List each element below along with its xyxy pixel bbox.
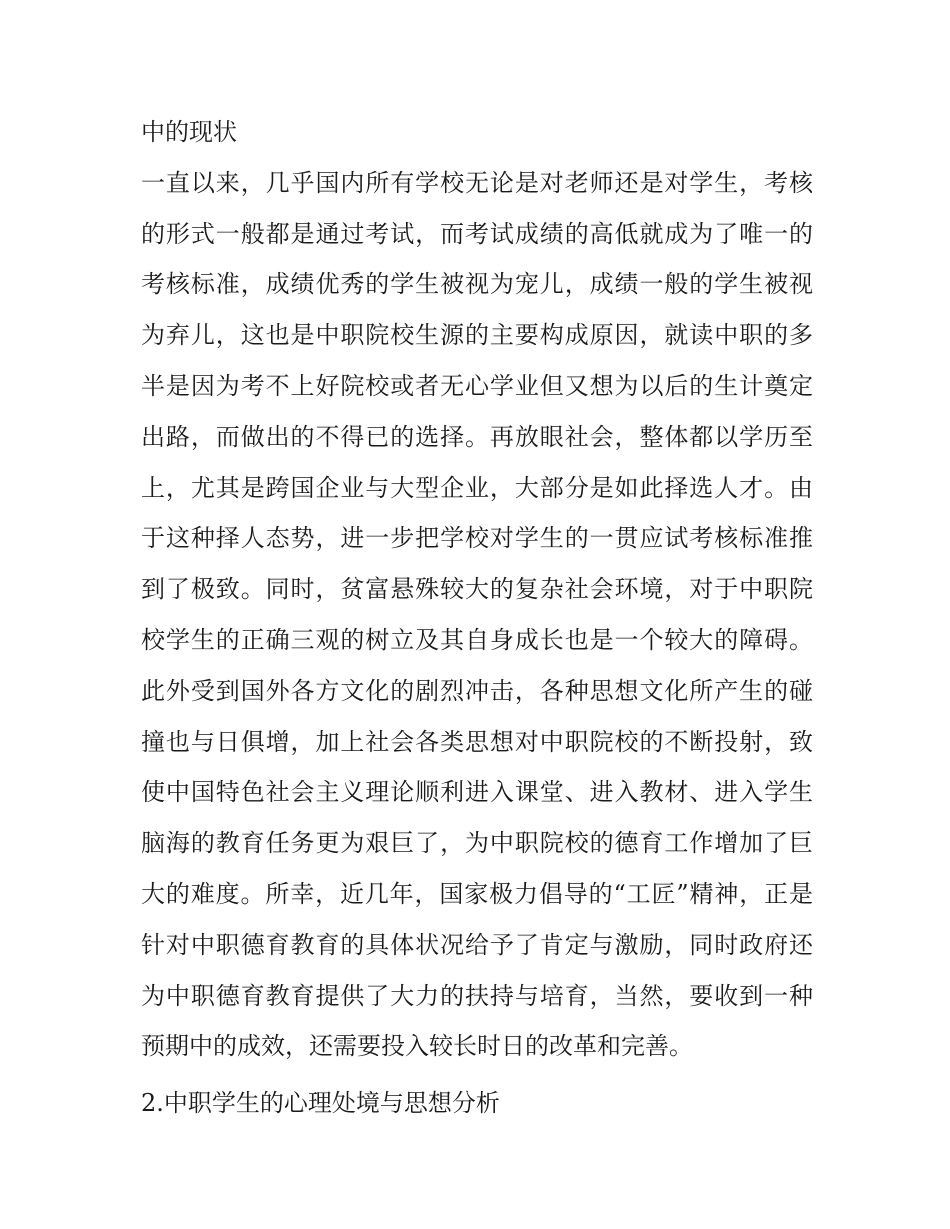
paragraph-line: 预期中的成效，还需要投入较长时日的改革和完善。 xyxy=(141,1032,693,1061)
paragraph-line: 校学生的正确三观的树立及其自身成长也是一个较大的障碍。 xyxy=(141,625,813,654)
document-body xyxy=(141,107,813,1129)
paragraph-line: 为中职德育教育提供了大力的扶持与培育，当然，要收到一种 xyxy=(141,981,813,1010)
paragraph-line: 半是因为考不上好院校或者无心学业但又想为以后的生计奠定 xyxy=(141,371,813,400)
paragraph-line: 撞也与日俱增，加上社会各类思想对中职院校的不断投射，致 xyxy=(141,727,813,756)
paragraph-line: 到了极致。同时，贫富悬殊较大的复杂社会环境，对于中职院 xyxy=(141,575,813,604)
paragraph-line: 使中国特色社会主义理论顺利进入课堂、进入教材、进入学生 xyxy=(141,778,813,807)
paragraph-line: 的形式一般都是通过考试，而考试成绩的高低就成为了唯一的 xyxy=(141,219,813,248)
paragraph-line: 上，尤其是跨国企业与大型企业，大部分是如此择选人才。由 xyxy=(141,473,813,502)
paragraph-line: 出路，而做出的不得已的选择。再放眼社会，整体都以学历至 xyxy=(141,422,813,451)
paragraph-line: 此外受到国外各方文化的剧烈冲击，各种思想文化所产生的碰 xyxy=(141,676,813,705)
section-title-tail: 中的现状 xyxy=(141,118,237,146)
paragraph-line: 大的难度。所幸，近几年，国家极力倡导的“工匠”精神，正是 xyxy=(141,879,813,908)
paragraph-line: 针对中职德育教育的具体状况给予了肯定与激励，同时政府还 xyxy=(141,930,813,959)
section-heading: 2.中职学生的心理处境与思想分析 xyxy=(141,1089,500,1118)
paragraph-line: 为弃儿，这也是中职院校生源的主要构成原因，就读中职的多 xyxy=(141,321,813,350)
paragraph-line: 脑海的教育任务更为艰巨了，为中职院校的德育工作增加了巨 xyxy=(141,829,813,858)
paragraph-line: 一直以来，几乎国内所有学校无论是对老师还是对学生，考核 xyxy=(141,168,813,197)
paragraph-line: 考核标准，成绩优秀的学生被视为宠儿，成绩一般的学生被视 xyxy=(141,270,813,299)
body-paragraph xyxy=(141,158,813,1072)
paragraph-line: 于这种择人态势，进一步把学校对学生的一贯应试考核标准推 xyxy=(141,524,813,553)
